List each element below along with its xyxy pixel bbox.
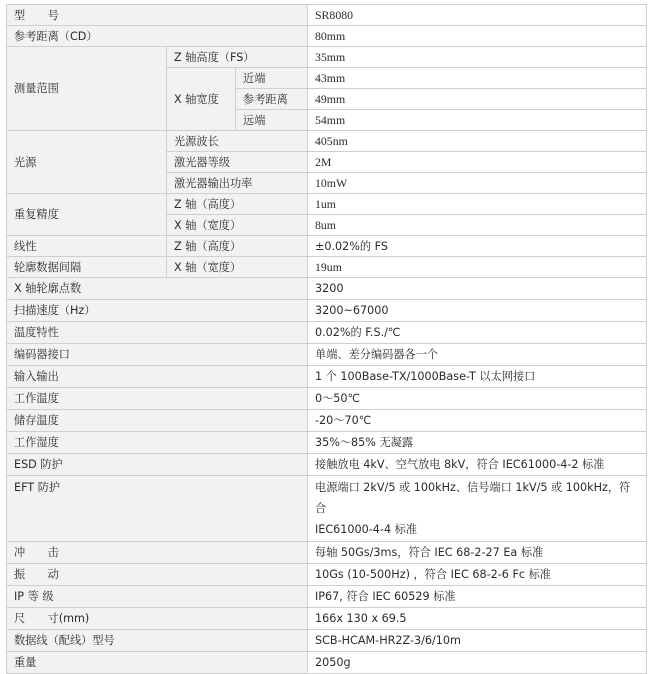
storage-temperature-label: 储存温度 — [7, 410, 308, 432]
row-esd-protection — [7, 454, 647, 476]
operating-temperature-label: 工作温度 — [7, 388, 308, 410]
near-end-value: 43mm — [308, 68, 647, 89]
operating-humidity-value: 35%～85% 无凝露 — [308, 432, 647, 454]
eft-protection-value-line1: 电源端口 2kV/5 或 100kHz、信号端口 1kV/5 或 100kHz，符合 — [315, 481, 631, 515]
row-dimensions — [7, 608, 647, 630]
laser-class-value: 2M — [308, 152, 647, 173]
laser-power-value: 10mW — [308, 173, 647, 194]
measurement-range-label: 测量范围 — [7, 47, 167, 131]
operating-temperature-value: 0～50℃ — [308, 388, 647, 410]
row-measurement-range-z — [7, 47, 647, 68]
eft-protection-value — [308, 476, 647, 542]
scan-speed-value: 3200~67000 — [308, 300, 647, 322]
row-reference-distance — [7, 26, 647, 47]
linearity-axis-label: Z 轴（高度） — [167, 236, 308, 257]
linearity-value: ±0.02%的 FS — [308, 236, 647, 257]
light-source-label: 光源 — [7, 131, 167, 194]
vibration-value: 10Gs (10-500Hz) ，符合 IEC 68-2-6 Fc 标准 — [308, 564, 647, 586]
specifications-table — [6, 4, 647, 674]
laser-power-label: 激光器输出功率 — [167, 173, 308, 194]
row-operating-temperature — [7, 388, 647, 410]
row-profile-interval — [7, 257, 647, 278]
weight-value: 2050g — [308, 652, 647, 674]
scan-speed-label: 扫描速度（Hz） — [7, 300, 308, 322]
profile-interval-value: 19um — [308, 257, 647, 278]
reference-point-value: 49mm — [308, 89, 647, 110]
storage-temperature-value: -20～70℃ — [308, 410, 647, 432]
eft-protection-value-line2: IEC61000-4-4 标准 — [315, 523, 418, 536]
z-height-value: 35mm — [308, 47, 647, 68]
io-value: 1 个 100Base-TX/1000Base-T 以太网接口 — [308, 366, 647, 388]
repeatability-z-label: Z 轴（高度） — [167, 194, 308, 215]
esd-protection-value: 接触放电 4kV、空气放电 8kV，符合 IEC61000-4-2 标准 — [308, 454, 647, 476]
row-vibration — [7, 564, 647, 586]
wavelength-value: 405nm — [308, 131, 647, 152]
repeatability-label: 重复精度 — [7, 194, 167, 236]
temperature-characteristic-value: 0.02%的 F.S./℃ — [308, 322, 647, 344]
reference-distance-value: 80mm — [308, 26, 647, 47]
model-value: SR8080 — [308, 5, 647, 26]
row-scan-speed — [7, 300, 647, 322]
near-end-label: 近端 — [236, 68, 308, 89]
row-cable-model — [7, 630, 647, 652]
repeatability-x-label: X 轴（宽度） — [167, 215, 308, 236]
encoder-interface-value: 单端、差分编码器各一个 — [308, 344, 647, 366]
dimensions-label: 尺 寸(mm) — [7, 608, 308, 630]
far-end-value: 54mm — [308, 110, 647, 131]
row-model — [7, 5, 647, 26]
wavelength-label: 光源波长 — [167, 131, 308, 152]
row-storage-temperature — [7, 410, 647, 432]
io-label: 输入输出 — [7, 366, 308, 388]
x-profile-points-label: X 轴轮廓点数 — [7, 278, 308, 300]
row-linearity — [7, 236, 647, 257]
eft-protection-label: EFT 防护 — [7, 476, 308, 542]
dimensions-value: 166x 130 x 69.5 — [308, 608, 647, 630]
laser-class-label: 激光器等级 — [167, 152, 308, 173]
reference-distance-label: 参考距离（CD） — [7, 26, 308, 47]
weight-label: 重量 — [7, 652, 308, 674]
row-x-profile-points — [7, 278, 647, 300]
repeatability-x-value: 8um — [308, 215, 647, 236]
vibration-label: 振 动 — [7, 564, 308, 586]
model-label: 型 号 — [7, 5, 308, 26]
row-light-source-wavelength — [7, 131, 647, 152]
row-encoder-interface — [7, 344, 647, 366]
temperature-characteristic-label: 温度特性 — [7, 322, 308, 344]
linearity-label: 线性 — [7, 236, 167, 257]
cable-model-value: SCB-HCAM-HR2Z-3/6/10m — [308, 630, 647, 652]
profile-interval-axis-label: X 轴（宽度） — [167, 257, 308, 278]
shock-value: 每轴 50Gs/3ms，符合 IEC 68-2-27 Ea 标准 — [308, 542, 647, 564]
reference-point-label: 参考距离 — [236, 89, 308, 110]
x-profile-points-value: 3200 — [308, 278, 647, 300]
row-repeatability-z — [7, 194, 647, 215]
row-ip-rating — [7, 586, 647, 608]
x-width-label: X 轴宽度 — [167, 68, 236, 131]
encoder-interface-label: 编码器接口 — [7, 344, 308, 366]
row-temperature-characteristic — [7, 322, 647, 344]
z-height-label: Z 轴高度（FS） — [167, 47, 308, 68]
repeatability-z-value: 1um — [308, 194, 647, 215]
profile-interval-label: 轮廓数据间隔 — [7, 257, 167, 278]
operating-humidity-label: 工作湿度 — [7, 432, 308, 454]
row-io — [7, 366, 647, 388]
row-eft-protection — [7, 476, 647, 542]
row-operating-humidity — [7, 432, 647, 454]
cable-model-label: 数据线（配线）型号 — [7, 630, 308, 652]
shock-label: 冲 击 — [7, 542, 308, 564]
ip-rating-value: IP67, 符合 IEC 60529 标准 — [308, 586, 647, 608]
esd-protection-label: ESD 防护 — [7, 454, 308, 476]
ip-rating-label: IP 等 级 — [7, 586, 308, 608]
far-end-label: 远端 — [236, 110, 308, 131]
row-shock — [7, 542, 647, 564]
